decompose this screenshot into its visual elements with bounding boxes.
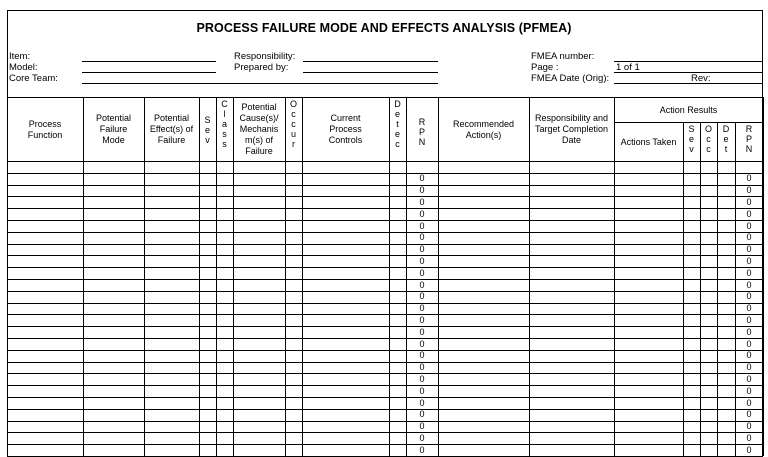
responsibility-field[interactable]	[303, 61, 438, 62]
result-rpn-value: 0	[746, 397, 752, 408]
rpn-value: 0	[419, 256, 425, 266]
result-rpn-value: 0	[746, 173, 752, 184]
table-row	[7, 267, 763, 268]
result-rpn-value: 0	[746, 385, 752, 396]
rpn-value: 0	[419, 173, 425, 184]
result-rpn-value: 0	[746, 315, 752, 325]
sheet-border	[7, 10, 763, 456]
rpn-value: 0	[419, 267, 425, 278]
table-row	[7, 291, 763, 292]
header-controls: Current Process Controls	[328, 113, 363, 145]
table-row	[7, 255, 763, 256]
result-rpn-value: 0	[746, 421, 752, 432]
table-row	[7, 220, 763, 221]
header-ar-occ: O c c	[704, 124, 712, 154]
header-rpn: R P N	[418, 117, 426, 147]
result-rpn-value: 0	[746, 232, 752, 243]
rpn-value: 0	[419, 433, 425, 443]
result-rpn-value: 0	[746, 267, 752, 278]
column-divider	[199, 97, 200, 456]
table-row	[7, 432, 763, 433]
table-row	[7, 185, 763, 186]
table-row	[7, 338, 763, 339]
header-process-function: Process Function	[27, 118, 63, 140]
page-value: 1 of 1	[616, 62, 640, 73]
table-row	[7, 444, 763, 445]
header-detec: D e t e c	[394, 99, 401, 149]
table-row	[7, 244, 763, 245]
table-row	[7, 326, 763, 327]
result-rpn-value: 0	[746, 256, 752, 266]
item-label: Item:	[9, 51, 31, 62]
result-rpn-value: 0	[746, 350, 752, 361]
result-rpn-value: 0	[746, 185, 752, 196]
result-rpn-value: 0	[746, 338, 752, 349]
result-rpn-value: 0	[746, 326, 752, 337]
rpn-value: 0	[419, 208, 425, 219]
rev-label: Rev:	[691, 73, 711, 84]
item-field[interactable]	[82, 61, 216, 62]
rpn-value: 0	[419, 291, 425, 302]
result-rpn-value: 0	[746, 208, 752, 219]
table-row	[7, 279, 763, 280]
result-rpn-value: 0	[746, 433, 752, 443]
table-row	[7, 385, 763, 386]
header-action-results: Action Results	[659, 104, 718, 115]
header-ar-rpn: R P N	[745, 124, 753, 154]
page-label: Page :	[531, 62, 559, 73]
rpn-value: 0	[419, 315, 425, 325]
table-row	[7, 409, 763, 410]
header-responsibility: Responsibility and Target Completion Date	[534, 113, 609, 145]
rpn-value: 0	[419, 421, 425, 432]
table-row	[7, 397, 763, 398]
table-row	[7, 196, 763, 197]
result-rpn-value: 0	[746, 362, 752, 373]
header-recommended: Recommended Action(s)	[452, 118, 515, 140]
rpn-value: 0	[419, 397, 425, 408]
rpn-value: 0	[419, 444, 425, 455]
table-row	[7, 421, 763, 422]
column-divider	[763, 97, 764, 456]
core-team-field[interactable]	[82, 83, 438, 84]
header-sev: S e v	[204, 115, 211, 145]
header-class: C l a s s	[221, 99, 228, 149]
rpn-value: 0	[419, 244, 425, 255]
column-divider	[285, 97, 286, 456]
header-ar-sev: S e v	[688, 124, 695, 154]
result-rpn-value: 0	[746, 303, 752, 314]
table-row	[7, 373, 763, 374]
rpn-value: 0	[419, 338, 425, 349]
column-divider	[389, 97, 390, 456]
rpn-value: 0	[419, 185, 425, 196]
rpn-value: 0	[419, 220, 425, 231]
rpn-value: 0	[419, 232, 425, 243]
rpn-value: 0	[419, 303, 425, 314]
result-rpn-value: 0	[746, 197, 752, 207]
table-row	[7, 173, 763, 174]
header-actions-taken: Actions Taken	[620, 136, 677, 147]
model-field[interactable]	[82, 72, 216, 73]
header-ar-det: D e t	[722, 124, 730, 154]
table-row	[7, 350, 763, 351]
result-rpn-value: 0	[746, 409, 752, 420]
result-rpn-value: 0	[746, 244, 752, 255]
table-row	[7, 303, 763, 304]
rpn-value: 0	[419, 362, 425, 373]
rpn-value: 0	[419, 197, 425, 207]
rpn-value: 0	[419, 279, 425, 290]
rpn-value: 0	[419, 326, 425, 337]
core-team-label: Core Team:	[9, 73, 58, 84]
table-row	[7, 362, 763, 363]
header-causes: Potential Cause(s)/ Mechanis m(s) of Failure	[239, 102, 279, 156]
rpn-value: 0	[419, 385, 425, 396]
rpn-value: 0	[419, 409, 425, 420]
rpn-value: 0	[419, 374, 425, 384]
document-title: PROCESS FAILURE MODE AND EFFECTS ANALYSIS (PFMEA)	[196, 21, 572, 35]
result-rpn-value: 0	[746, 374, 752, 384]
table-row	[7, 208, 763, 209]
table-row	[7, 314, 763, 315]
prepared-by-label: Prepared by:	[234, 62, 289, 73]
rpn-value: 0	[419, 350, 425, 361]
result-rpn-value: 0	[746, 444, 752, 455]
column-divider	[216, 97, 217, 456]
header-bottom-line	[7, 161, 763, 162]
header-effects: Potential Effect(s) of Failure	[149, 113, 194, 145]
fmea-date-field[interactable]	[614, 83, 763, 84]
table-row	[7, 232, 763, 233]
responsibility-label: Responsibility:	[234, 51, 296, 62]
prepared-by-field[interactable]	[303, 72, 438, 73]
result-rpn-value: 0	[746, 291, 752, 302]
fmea-number-label: FMEA number:	[531, 51, 595, 62]
result-rpn-value: 0	[746, 220, 752, 231]
header-failure-mode: Potential Failure Mode	[95, 113, 132, 145]
result-rpn-value: 0	[746, 279, 752, 290]
fmea-date-label: FMEA Date (Orig):	[531, 73, 610, 84]
model-label: Model:	[9, 62, 38, 73]
header-occur: O c c u r	[289, 99, 297, 149]
